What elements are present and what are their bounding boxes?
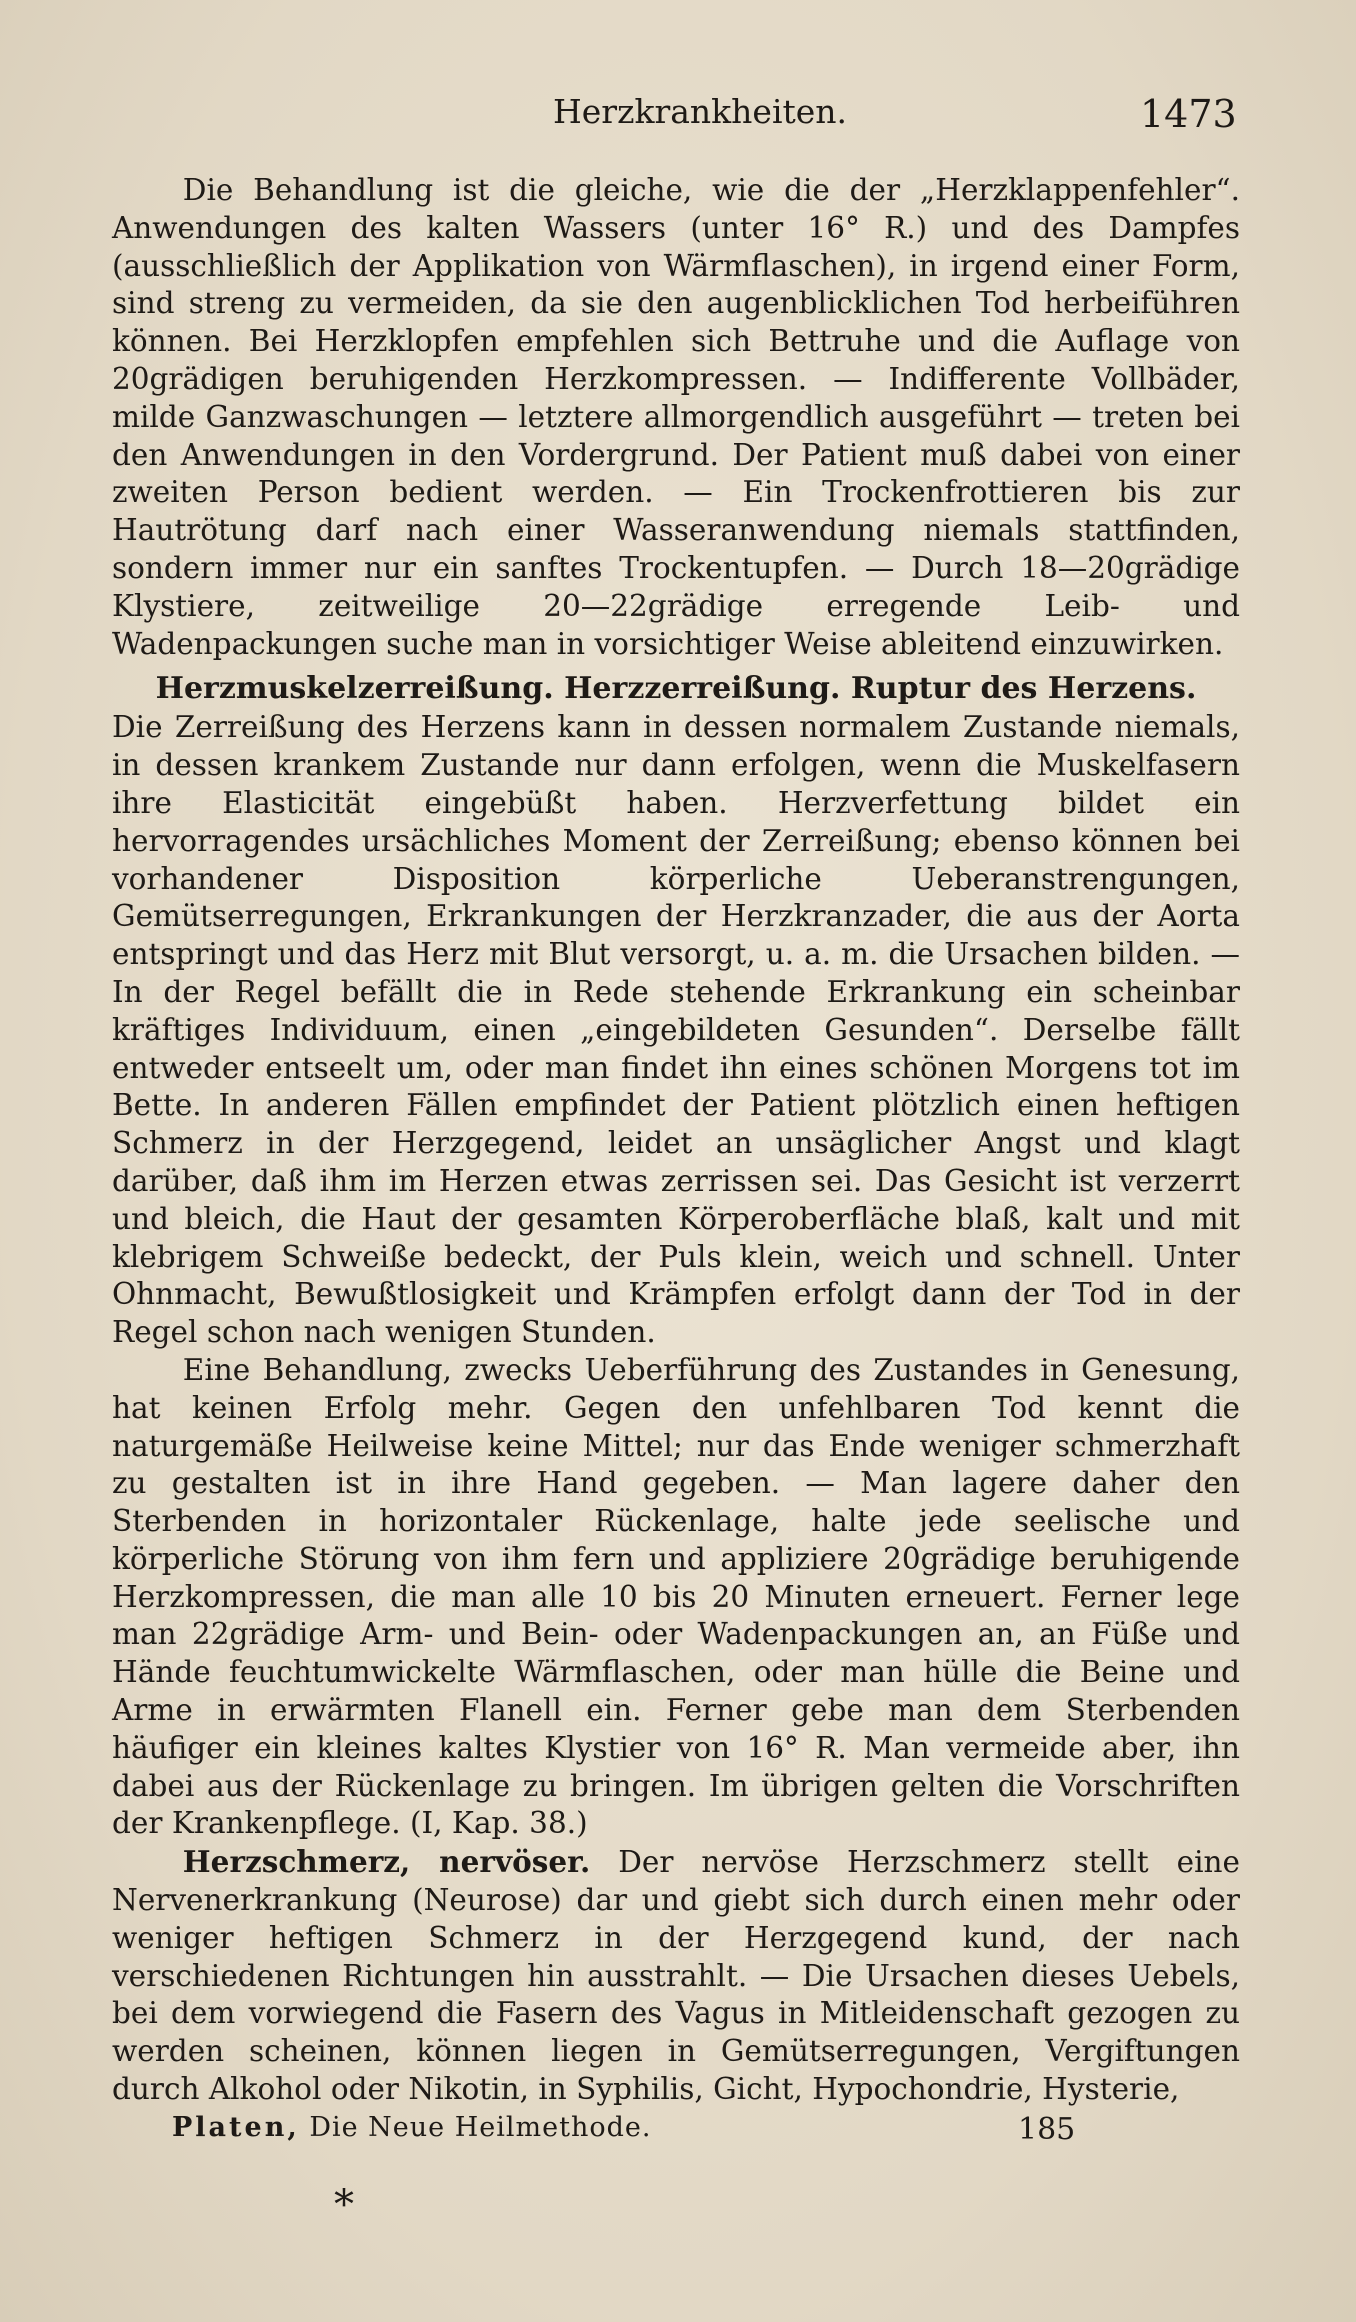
paragraph-rupture-description: Die Zerreißung des Herzens kann in dessen normalem Zustande niemals, in dessen krankem Zustande nur dann erfolgen, wenn die Muskelfasern ihre Elasticität eingebüßt haben. Herzverfettung bildet ein hervorragendes ursächliches Moment der Zerreißung; ebenso können bei vorhandener Disposition körperliche Ueberanstrengungen, Gemütserregungen, Erkrankungen der Herzkranzader, die aus der Aorta entspringt und das Herz mit Blut versorgt, u. a. m. die Ursachen bilden. — In der Regel befällt die in Rede stehende Erkrankung ein scheinbar kräftiges Individuum, einen „eingebildeten Gesunden“. Derselbe fällt entweder entseelt um, oder man findet ihn eines schönen Morgens tot im Bette. In anderen Fällen empfindet der Patient plötzlich einen heftigen Schmerz in der Herzgegend, leidet an unsäglicher Angst und klagt darüber, daß ihm im Herzen etwas zerrissen sei. Das Gesicht ist verzerrt und bleich, die Haut der gesamten Körperoberfläche blaß, kalt und mit klebrigem Schweiße bedeckt, der Puls klein, weich und schnell. Unter Ohnmacht, Bewußtlosigkeit und Krämpfen erfolgt dann der Tod in der Regel schon nach wenigen Stunden.	[112, 710, 1240, 1350]
body-text	[112, 172, 1240, 2109]
paragraph-nervous-heart-pain	[112, 1843, 1240, 2109]
footer-work-title: Die Neue Heilmethode.	[309, 2112, 652, 2143]
page-header	[0, 92, 1356, 142]
page-footer	[0, 2112, 1356, 2162]
paragraph-rupture-treatment: Eine Behandlung, zwecks Ueberführung des Zustandes in Genesung, hat keinen Erfolg mehr. Gegen den unfehlbaren Tod kennt die naturgemäße Heilweise keine Mittel; nur das Ende weniger schmerzhaft zu gestalten ist in ihre Hand gegeben. — Man lagere daher den Sterbenden in horizontaler Rückenlage, halte jede seelische und körperliche Störung von ihm fern und appliziere 20grädige beruhigende Herzkompressen, die man alle 10 bis 20 Minuten erneuert. Ferner lege man 22grädige Arm- und Bein- oder Wadenpackungen an, an Füße und Hände feuchtumwickelte Wärmflaschen, oder man hülle die Beine und Arme in erwärmten Flanell ein. Ferner gebe man dem Sterbenden häufiger ein kleines kaltes Klystier von 16° R. Man vermeide aber, ihn dabei aus der Rückenlage zu bringen. Im übrigen gelten die Vorschriften der Krankenpflege. (I, Kap. 38.)	[112, 1352, 1240, 1841]
section-heading-nervous-heart-pain: Herzschmerz, nervöser.	[182, 1844, 591, 1880]
nervous-heart-pain-text: Der nervöse Herzschmerz stellt eine Nervenerkrankung (Neurose) dar und giebt sich durch einen mehr oder weniger heftigen Schmerz in der Herzgegend kund, der nach verschiedenen Richtungen hin ausstrahlt. — Die Ursachen dieses Uebels, bei dem vorwiegend die Fasern des Vagus in Mitleidenschaft gezogen zu werden scheinen, können liegen in Gemütserregungen, Vergiftungen durch Alkohol oder Nikotin, in Syphilis, Gicht, Hypochondrie, Hysterie,	[112, 1845, 1240, 2107]
signature-mark: *	[334, 2182, 354, 2228]
page-number: 1473	[1140, 92, 1237, 136]
paragraph-treatment: Die Behandlung ist die gleiche, wie die der „Herzklappenfehler“. Anwendungen des kalten Wassers (unter 16° R.) und des Dampfes (ausschließlich der Applikation von Wärmflaschen), in irgend einer Form, sind streng zu vermeiden, da sie den augenblicklichen Tod herbeiführen können. Bei Herzklopfen empfehlen sich Bettruhe und die Auflage von 20grädigen beruhigenden Herzkompressen. — Indifferente Vollbäder, milde Ganzwaschungen — letztere allmorgendlich ausgeführt — treten bei den Anwendungen in den Vordergrund. Der Patient muß dabei von einer zweiten Person bedient werden. — Ein Trockenfrottieren bis zur Hautrötung darf nach einer Wasseranwendung niemals stattfinden, sondern immer nur ein sanftes Trockentupfen. — Durch 18—20grädige Klystiere, zeitweilige 20—22grädige erregende Leib- und Wadenpackungen suche man in vorsichtiger Weise ableitend einzuwirken.	[112, 173, 1240, 661]
footer-author: Platen,	[172, 2112, 300, 2143]
running-title: Herzkrankheiten.	[553, 92, 848, 131]
section-heading-rupture: Herzmuskelzerreißung. Herzzerreißung. Ruptur des Herzens.	[155, 671, 1197, 707]
sheet-number: 185	[1018, 2112, 1076, 2147]
footer-signature	[172, 2112, 651, 2143]
